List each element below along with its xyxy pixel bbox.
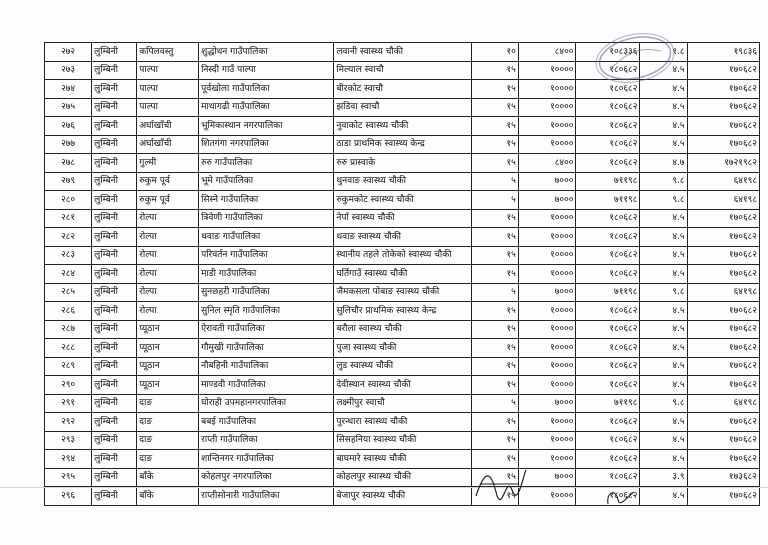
cell-salary: ७०००: [518, 394, 576, 413]
cell-district: प्यूठान: [137, 320, 199, 339]
cell-posts: १५: [471, 468, 518, 487]
cell-serial-number: २७२: [45, 43, 92, 62]
cell-annual-amount: १८०६८२: [576, 117, 640, 136]
cell-local-level: ऐरावती गाउँपालिका: [199, 320, 334, 339]
cell-annual-amount: १८०६८२: [576, 302, 640, 321]
cell-health-office: रुरु प्रास्वाके: [334, 154, 471, 173]
cell-province: लुम्बिनी: [92, 320, 137, 339]
cell-serial-number: २८६: [45, 302, 92, 321]
cell-total: १७३६८२: [687, 468, 759, 487]
cell-total: १७०६८२: [687, 450, 759, 469]
cell-local-level: सिस्ने गाउँपालिका: [199, 191, 334, 210]
cell-district: गुल्मी: [137, 154, 199, 173]
cell-serial-number: २९२: [45, 413, 92, 432]
cell-salary: १००००: [518, 228, 576, 247]
cell-annual-amount: १८०६८२: [576, 135, 640, 154]
cell-local-level: गौमुखी गाउँपालिका: [199, 339, 334, 358]
cell-province: लुम्बिनी: [92, 468, 137, 487]
cell-salary: १००००: [518, 61, 576, 80]
cell-percent: १.८: [640, 43, 687, 62]
table-row: [45, 80, 760, 99]
cell-local-level: घोराही उपमहानगरपालिका: [199, 394, 334, 413]
cell-province: लुम्बिनी: [92, 61, 137, 80]
cell-health-office: स्थानीय तहले तोकेको स्वास्थ्य चौकी: [334, 246, 471, 265]
cell-annual-amount: ७११९८: [576, 394, 640, 413]
cell-annual-amount: १८०६८२: [576, 61, 640, 80]
cell-percent: ९.८: [640, 172, 687, 191]
table-row: [45, 339, 760, 358]
cell-local-level: शान्तिनगर गाउँपालिका: [199, 450, 334, 469]
cell-health-office: नुवाकोट स्वास्थ्य चौकी: [334, 117, 471, 136]
cell-local-level: माण्डवी गाउँपालिका: [199, 376, 334, 395]
cell-province: लुम्बिनी: [92, 302, 137, 321]
cell-health-office: लुड स्वास्थ्य चौकी: [334, 357, 471, 376]
cell-health-office: कोहलपुर स्वास्थ्य चौकी: [334, 468, 471, 487]
cell-annual-amount: १८०६८२: [576, 357, 640, 376]
table-row: [45, 283, 760, 302]
cell-annual-amount: १८०६८२: [576, 450, 640, 469]
cell-annual-amount: १८०६८२: [576, 265, 640, 284]
cell-salary: १००००: [518, 320, 576, 339]
cell-serial-number: २९१: [45, 394, 92, 413]
cell-district: रोल्पा: [137, 246, 199, 265]
cell-total: १७०६८२: [687, 339, 759, 358]
cell-local-level: माथागढी गाउँपालिका: [199, 98, 334, 117]
cell-district: रोल्पा: [137, 228, 199, 247]
cell-health-office: ठाडा प्राथमिक स्वास्थ्य केन्द्र: [334, 135, 471, 154]
cell-posts: १५: [471, 154, 518, 173]
cell-province: लुम्बिनी: [92, 246, 137, 265]
cell-serial-number: २८५: [45, 283, 92, 302]
cell-province: लुम्बिनी: [92, 209, 137, 228]
cell-local-level: शितगंगा नगरपालिका: [199, 135, 334, 154]
cell-percent: ४.५: [640, 135, 687, 154]
cell-local-level: माडी गाउँपालिका: [199, 265, 334, 284]
cell-local-level: भूमे गाउँपालिका: [199, 172, 334, 191]
cell-annual-amount: १८०६८२: [576, 228, 640, 247]
cell-percent: ४.५: [640, 376, 687, 395]
table-row: [45, 376, 760, 395]
cell-posts: १५: [471, 320, 518, 339]
cell-posts: १५: [471, 80, 518, 99]
cell-percent: ४.५: [640, 339, 687, 358]
cell-total: १९८३६: [687, 43, 759, 62]
cell-local-level: नौबहिनी गाउँपालिका: [199, 357, 334, 376]
cell-posts: १५: [471, 61, 518, 80]
cell-annual-amount: १८०६८२: [576, 413, 640, 432]
cell-percent: ४.५: [640, 450, 687, 469]
health-post-allocation-table: [44, 42, 760, 506]
cell-district: बाँके: [137, 487, 199, 506]
cell-posts: १५: [471, 302, 518, 321]
cell-health-office: लवानी स्वास्थ्य चौकी: [334, 43, 471, 62]
cell-annual-amount: १८०६८२: [576, 339, 640, 358]
cell-total: ६४१९८: [687, 172, 759, 191]
cell-district: पाल्पा: [137, 80, 199, 99]
cell-total: १७०६८२: [687, 117, 759, 136]
cell-health-office: रुकुमकोट स्वास्थ्य चौकी: [334, 191, 471, 210]
cell-district: दाङ: [137, 450, 199, 469]
cell-percent: ४.५: [640, 98, 687, 117]
cell-serial-number: २८९: [45, 357, 92, 376]
cell-local-level: बबई गाउँपालिका: [199, 413, 334, 432]
cell-percent: ४.५: [640, 228, 687, 247]
cell-posts: १५: [471, 265, 518, 284]
cell-district: प्यूठान: [137, 339, 199, 358]
cell-local-level: राप्तीसोनारी गाउँपालिका: [199, 487, 334, 506]
cell-total: १७२१९८२: [687, 154, 759, 173]
cell-total: १७०६८२: [687, 135, 759, 154]
cell-annual-amount: १८०६८२: [576, 468, 640, 487]
cell-total: १७०६८२: [687, 265, 759, 284]
cell-annual-amount: १८०६८२: [576, 431, 640, 450]
cell-percent: ४.५: [640, 80, 687, 99]
cell-district: बाँके: [137, 468, 199, 487]
cell-percent: ४.५: [640, 413, 687, 432]
cell-posts: १०: [471, 43, 518, 62]
cell-annual-amount: १८०६८२: [576, 154, 640, 173]
cell-percent: ४.५: [640, 357, 687, 376]
cell-local-level: सुनछहरी गाउँपालिका: [199, 283, 334, 302]
cell-local-level: पूर्वखोला गाउँपालिका: [199, 80, 334, 99]
cell-health-office: सुलिचौर प्राथमिक स्वास्थ्य केन्द्र: [334, 302, 471, 321]
cell-district: पाल्पा: [137, 98, 199, 117]
cell-salary: १००००: [518, 357, 576, 376]
cell-posts: ५: [471, 172, 518, 191]
cell-total: १७०६८२: [687, 413, 759, 432]
cell-posts: ५: [471, 283, 518, 302]
cell-serial-number: २७७: [45, 135, 92, 154]
cell-district: दाङ: [137, 431, 199, 450]
table-row: [45, 209, 760, 228]
cell-province: लुम्बिनी: [92, 172, 137, 191]
cell-health-office: बीरकोट स्वाचौ: [334, 80, 471, 99]
cell-annual-amount: ७११९८: [576, 191, 640, 210]
cell-serial-number: २८३: [45, 246, 92, 265]
cell-province: लुम्बिनी: [92, 154, 137, 173]
cell-salary: ७०००: [518, 191, 576, 210]
cell-serial-number: २९६: [45, 487, 92, 506]
cell-province: लुम्बिनी: [92, 117, 137, 136]
cell-annual-amount: ७११९८: [576, 172, 640, 191]
cell-annual-amount: १८०६८२: [576, 487, 640, 506]
cell-serial-number: २९०: [45, 376, 92, 395]
table-row: [45, 468, 760, 487]
cell-salary: ७०००: [518, 468, 576, 487]
cell-annual-amount: १८०६८२: [576, 376, 640, 395]
cell-health-office: मिल्याल स्वाचौ: [334, 61, 471, 80]
cell-local-level: परिवर्तन गाउँपालिका: [199, 246, 334, 265]
cell-district: अर्घाखाँची: [137, 117, 199, 136]
cell-health-office: जैमकसला पोबाङ स्वास्थ्य चौकी: [334, 283, 471, 302]
cell-posts: १५: [471, 431, 518, 450]
cell-serial-number: २८७: [45, 320, 92, 339]
table-row: [45, 302, 760, 321]
table-row: [45, 98, 760, 117]
cell-health-office: सिसहनिया स्वास्थ्य चौकी: [334, 431, 471, 450]
cell-serial-number: २७४: [45, 80, 92, 99]
table-row: [45, 228, 760, 247]
cell-posts: १५: [471, 487, 518, 506]
cell-total: १७०६८२: [687, 487, 759, 506]
cell-annual-amount: ७११९८: [576, 283, 640, 302]
cell-salary: १००००: [518, 302, 576, 321]
cell-percent: ४.५: [640, 487, 687, 506]
cell-total: १७०६८२: [687, 98, 759, 117]
table-row: [45, 191, 760, 210]
cell-salary: ७०००: [518, 283, 576, 302]
cell-salary: १००००: [518, 376, 576, 395]
cell-total: १७०६८२: [687, 246, 759, 265]
cell-percent: ९.८: [640, 394, 687, 413]
cell-province: लुम्बिनी: [92, 394, 137, 413]
cell-district: प्यूठान: [137, 376, 199, 395]
table-body: [45, 43, 760, 506]
cell-serial-number: २९५: [45, 468, 92, 487]
cell-health-office: बाघमारे स्वास्थ्य चौकी: [334, 450, 471, 469]
cell-salary: १००००: [518, 209, 576, 228]
cell-salary: १००००: [518, 135, 576, 154]
table-row: [45, 394, 760, 413]
cell-salary: १००००: [518, 413, 576, 432]
table-row: [45, 135, 760, 154]
cell-health-office: थुनवाङ स्वास्थ्य चौकी: [334, 172, 471, 191]
cell-province: लुम्बिनी: [92, 413, 137, 432]
cell-health-office: बरौला स्वास्थ्य चौकी: [334, 320, 471, 339]
cell-serial-number: २८१: [45, 209, 92, 228]
cell-total: ६४१९८: [687, 283, 759, 302]
cell-health-office: देवीस्थान स्वास्थ्य चौकी: [334, 376, 471, 395]
cell-health-office: पुरन्धारा स्वास्थ्य चौकी: [334, 413, 471, 432]
cell-percent: ४.५: [640, 320, 687, 339]
cell-salary: ७०००: [518, 172, 576, 191]
cell-percent: ४.७: [640, 154, 687, 173]
cell-percent: ४.५: [640, 117, 687, 136]
cell-serial-number: २९४: [45, 450, 92, 469]
cell-percent: ४.५: [640, 265, 687, 284]
cell-health-office: झडिवा स्वाचौ: [334, 98, 471, 117]
cell-percent: ४.५: [640, 61, 687, 80]
cell-province: लुम्बिनी: [92, 228, 137, 247]
cell-local-level: शुद्धोधन गाउँपालिका: [199, 43, 334, 62]
page-bottom-rule: [0, 487, 768, 488]
cell-serial-number: २७९: [45, 172, 92, 191]
cell-province: लुम्बिनी: [92, 80, 137, 99]
cell-percent: ४.५: [640, 246, 687, 265]
cell-province: लुम्बिनी: [92, 43, 137, 62]
cell-province: लुम्बिनी: [92, 431, 137, 450]
cell-local-level: भूमिकास्थान नगरपालिका: [199, 117, 334, 136]
initials-scribble: [600, 482, 640, 512]
cell-province: लुम्बिनी: [92, 265, 137, 284]
table-row: [45, 265, 760, 284]
cell-health-office: पुजा स्वास्थ्य चौकी: [334, 339, 471, 358]
cell-salary: १००००: [518, 80, 576, 99]
table-row: [45, 357, 760, 376]
cell-district: रुकुम पूर्व: [137, 191, 199, 210]
cell-salary: १००००: [518, 117, 576, 136]
cell-district: रुकुम पूर्व: [137, 172, 199, 191]
cell-percent: ९.८: [640, 191, 687, 210]
cell-posts: १५: [471, 209, 518, 228]
cell-district: प्यूठान: [137, 357, 199, 376]
cell-posts: १५: [471, 339, 518, 358]
cell-health-office: थवाङ स्वास्थ्य चौकी: [334, 228, 471, 247]
cell-serial-number: २७८: [45, 154, 92, 173]
cell-percent: ३.९: [640, 468, 687, 487]
cell-health-office: घर्तिगाउँ स्वास्थ्य चौकी: [334, 265, 471, 284]
cell-local-level: रुरु गाउँपालिका: [199, 154, 334, 173]
cell-local-level: राप्ती गाउँपालिका: [199, 431, 334, 450]
cell-province: लुम्बिनी: [92, 98, 137, 117]
cell-serial-number: २९३: [45, 431, 92, 450]
cell-percent: ९.८: [640, 283, 687, 302]
cell-district: अर्घाखाँची: [137, 135, 199, 154]
cell-annual-amount: १०८३३६: [576, 43, 640, 62]
cell-district: दाङ: [137, 413, 199, 432]
cell-province: लुम्बिनी: [92, 339, 137, 358]
cell-annual-amount: १८०६८२: [576, 320, 640, 339]
cell-total: १७०६८२: [687, 320, 759, 339]
cell-total: १७०६८२: [687, 302, 759, 321]
cell-province: लुम्बिनी: [92, 450, 137, 469]
cell-province: लुम्बिनी: [92, 376, 137, 395]
cell-total: ६४१९८: [687, 394, 759, 413]
cell-district: रोल्पा: [137, 283, 199, 302]
cell-health-office: लक्ष्मीपुर स्वाचौ: [334, 394, 471, 413]
cell-salary: ८४००: [518, 43, 576, 62]
table-row: [45, 172, 760, 191]
cell-posts: १५: [471, 376, 518, 395]
cell-total: १७०६८२: [687, 376, 759, 395]
cell-total: १७०६८२: [687, 228, 759, 247]
table-row: [45, 431, 760, 450]
cell-health-office: बेजापुर स्वास्थ्य चौकी: [334, 487, 471, 506]
cell-local-level: कोहलपुर नगरपालिका: [199, 468, 334, 487]
cell-province: लुम्बिनी: [92, 357, 137, 376]
table-row: [45, 154, 760, 173]
cell-district: दाङ: [137, 394, 199, 413]
cell-posts: १५: [471, 117, 518, 136]
cell-district: रोल्पा: [137, 265, 199, 284]
cell-district: रोल्पा: [137, 302, 199, 321]
cell-posts: १५: [471, 413, 518, 432]
cell-salary: १००००: [518, 339, 576, 358]
cell-local-level: निस्दी गाउँ पाल्पा: [199, 61, 334, 80]
cell-local-level: थवाङ गाउँपालिका: [199, 228, 334, 247]
cell-percent: ४.५: [640, 302, 687, 321]
table-row: [45, 413, 760, 432]
cell-salary: १००००: [518, 265, 576, 284]
cell-posts: ५: [471, 191, 518, 210]
table-row: [45, 450, 760, 469]
cell-posts: १५: [471, 135, 518, 154]
cell-annual-amount: १८०६८२: [576, 209, 640, 228]
cell-serial-number: २७५: [45, 98, 92, 117]
table-row: [45, 117, 760, 136]
cell-total: ६४१९८: [687, 191, 759, 210]
cell-posts: १५: [471, 228, 518, 247]
cell-serial-number: २७३: [45, 61, 92, 80]
cell-percent: ४.५: [640, 209, 687, 228]
cell-posts: १५: [471, 357, 518, 376]
cell-health-office: नेर्पा स्वास्थ्य चौकी: [334, 209, 471, 228]
cell-posts: १५: [471, 246, 518, 265]
cell-serial-number: २७६: [45, 117, 92, 136]
cell-salary: १००००: [518, 431, 576, 450]
cell-total: १७०६८२: [687, 80, 759, 99]
cell-serial-number: २८०: [45, 191, 92, 210]
cell-serial-number: २८८: [45, 339, 92, 358]
cell-local-level: सुनिल स्मृति गाउँपालिका: [199, 302, 334, 321]
cell-district: कपिलवस्तु: [137, 43, 199, 62]
cell-posts: ५: [471, 394, 518, 413]
cell-serial-number: २८४: [45, 265, 92, 284]
cell-percent: ४.५: [640, 431, 687, 450]
table-row: [45, 487, 760, 506]
cell-salary: १००००: [518, 246, 576, 265]
cell-total: १७०६८२: [687, 209, 759, 228]
cell-annual-amount: १८०६८२: [576, 246, 640, 265]
cell-province: लुम्बिनी: [92, 191, 137, 210]
cell-salary: १००००: [518, 98, 576, 117]
cell-posts: १५: [471, 98, 518, 117]
cell-total: १७०६८२: [687, 357, 759, 376]
cell-district: पाल्पा: [137, 61, 199, 80]
cell-annual-amount: १८०६८२: [576, 98, 640, 117]
table-row: [45, 246, 760, 265]
cell-annual-amount: १८०६८२: [576, 80, 640, 99]
cell-total: १७०६८२: [687, 61, 759, 80]
cell-total: १७०६८२: [687, 431, 759, 450]
cell-province: लुम्बिनी: [92, 487, 137, 506]
cell-serial-number: २८२: [45, 228, 92, 247]
cell-province: लुम्बिनी: [92, 135, 137, 154]
cell-salary: ८४००: [518, 154, 576, 173]
signature-scribble: [470, 462, 530, 502]
cell-local-level: त्रिवेणी गाउँपालिका: [199, 209, 334, 228]
cell-salary: १००००: [518, 450, 576, 469]
cell-province: लुम्बिनी: [92, 283, 137, 302]
cell-salary: १००००: [518, 487, 576, 506]
table-row: [45, 320, 760, 339]
cell-posts: १५: [471, 450, 518, 469]
cell-district: रोल्पा: [137, 209, 199, 228]
